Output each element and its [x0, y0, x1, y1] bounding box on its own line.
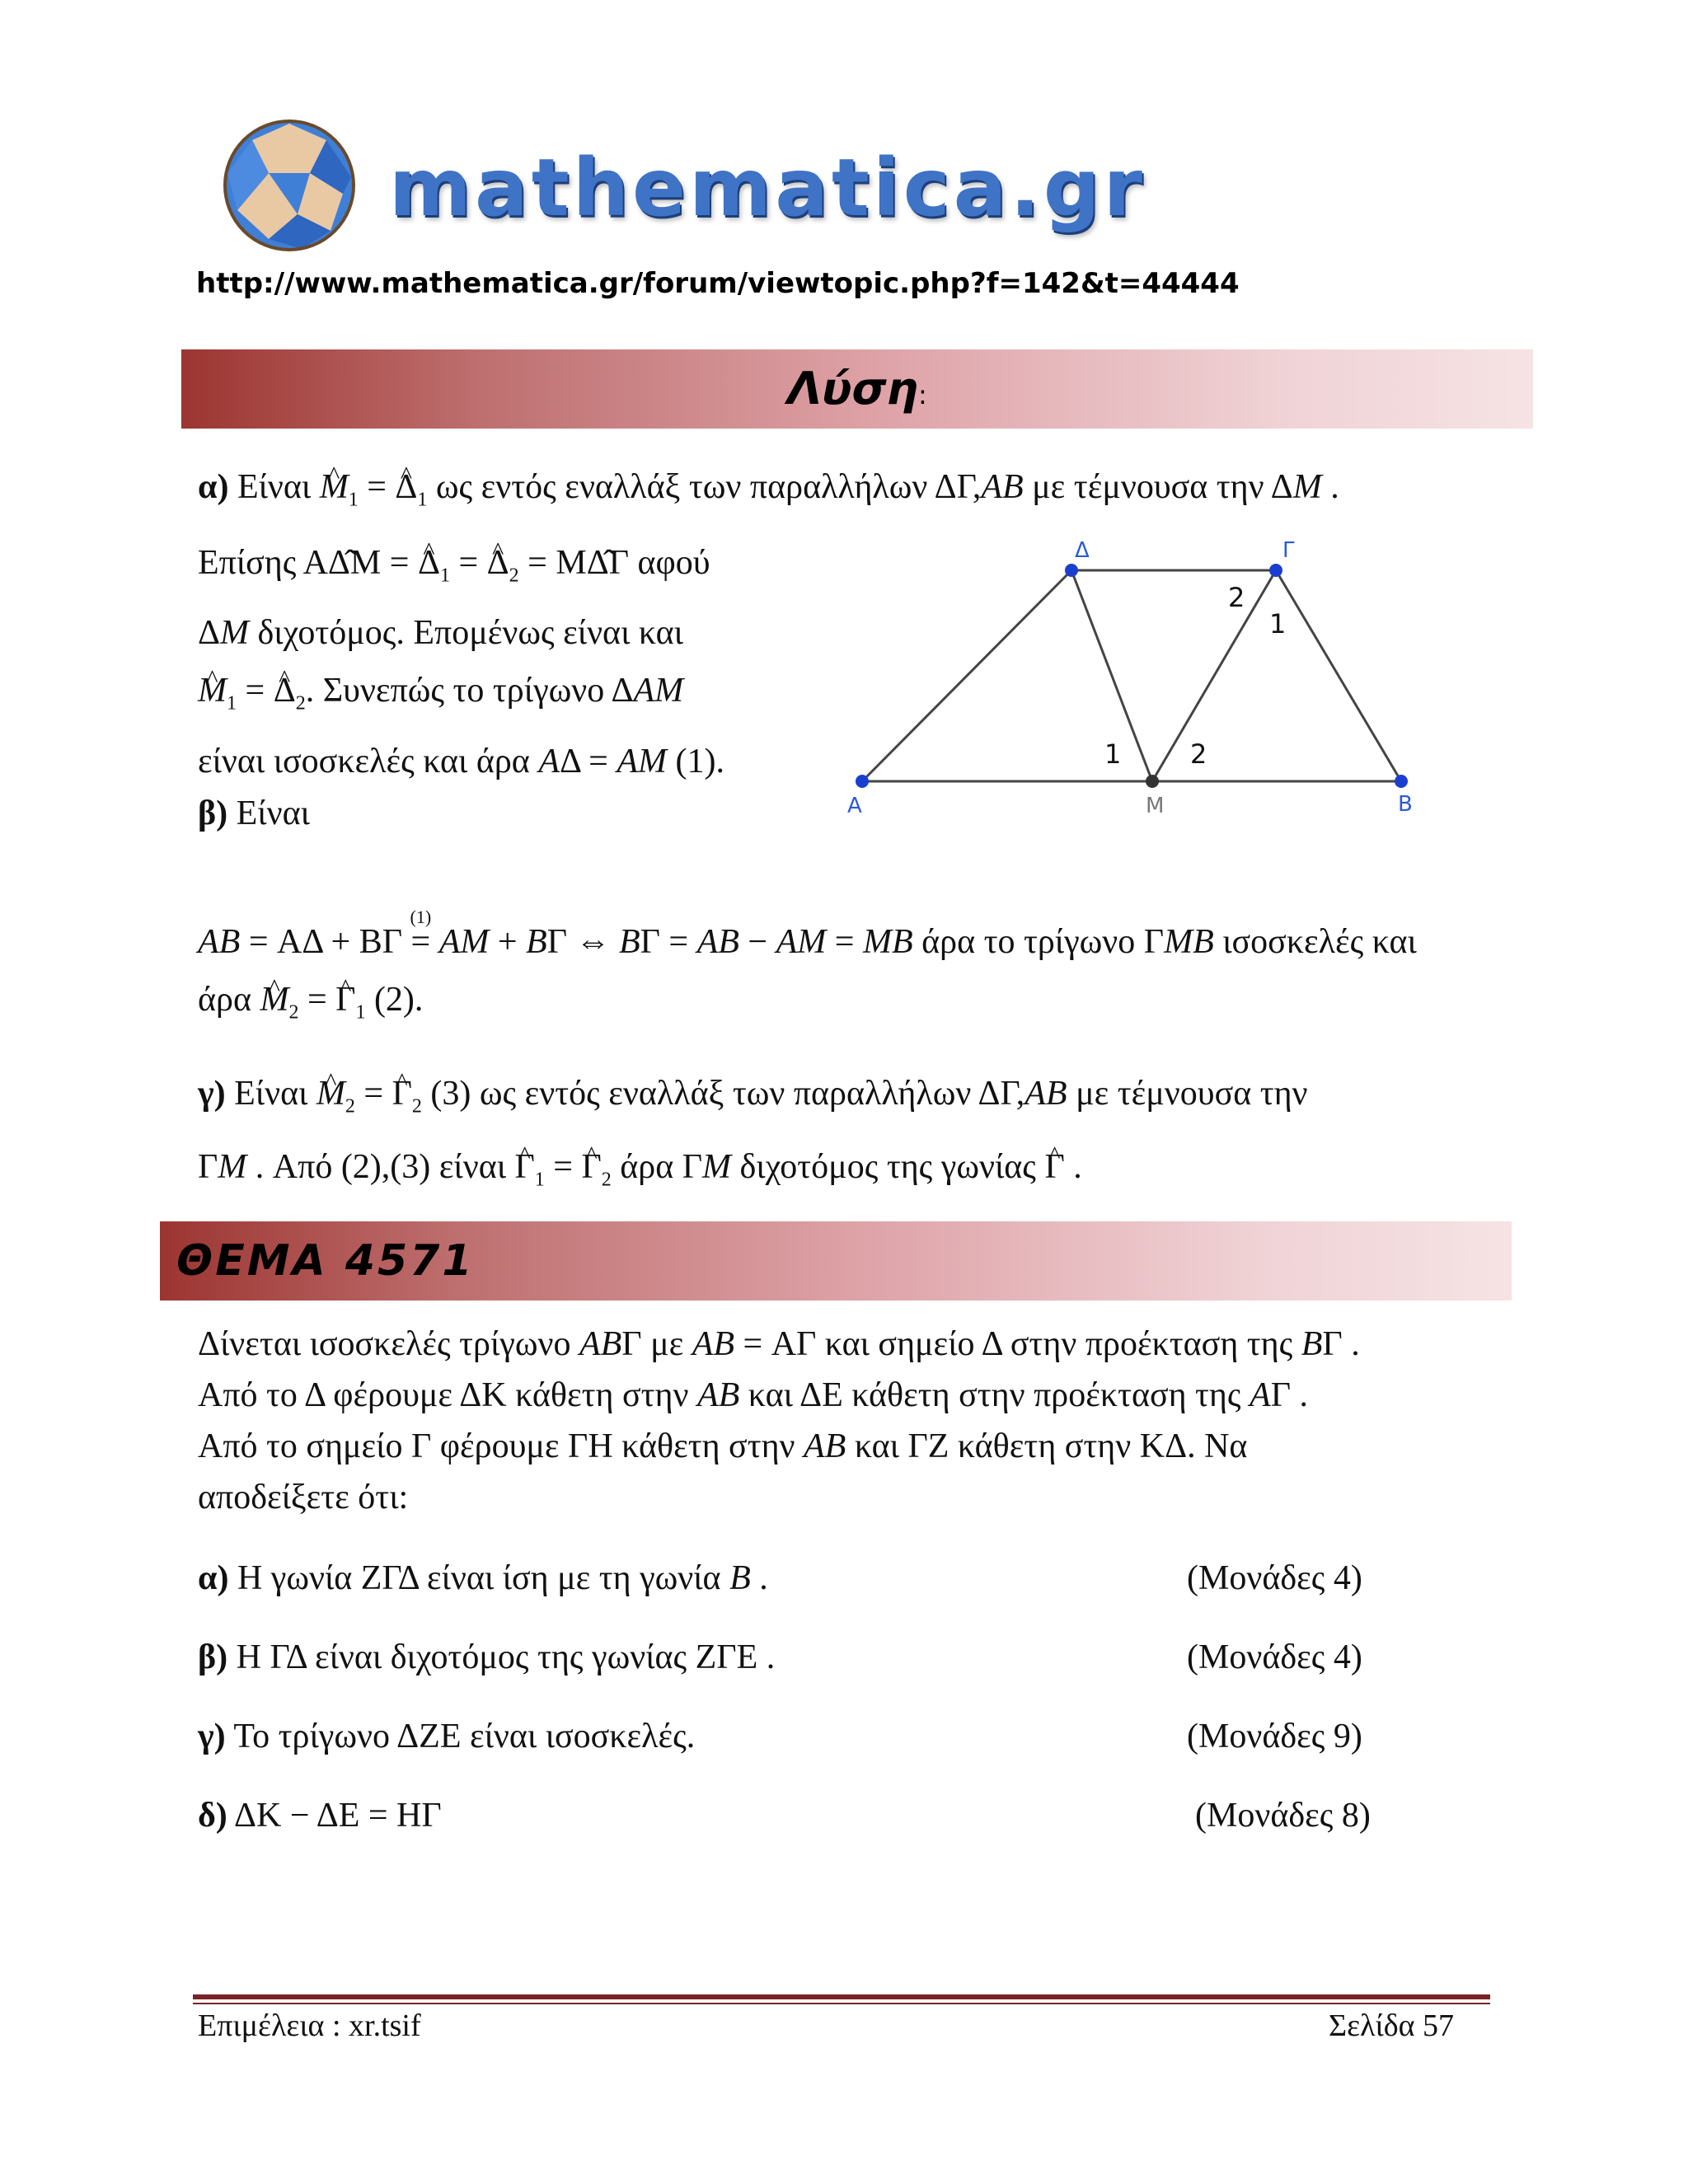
vertex-a [856, 775, 869, 788]
label-a: Α [847, 794, 862, 816]
solution-part-b: AB = ΑΔ + ΒΓ = (1) AM + BΓ ⇔ BΓ = AB − AM = MB άρα το τρίγωνο ΓMB ισοσκελές και άρα ^ $M_2$ = ^ $\Gamma_1$ (2). [198, 913, 1533, 1041]
trapezoid-figure [824, 536, 1418, 816]
logo [216, 112, 1146, 260]
vertex-m [1146, 775, 1159, 788]
angle-mark-g1: 1 [1269, 608, 1287, 640]
solution-title: Λύση: [787, 363, 927, 415]
footer-page-number: Σελίδα 57 [1329, 2008, 1455, 2043]
angle-mark-m1: 1 [1104, 738, 1122, 770]
item-b: β) Η ΓΔ είναι διχοτόμος της γωνίας ΖΓΕ . [198, 1638, 776, 1676]
label-m: Μ [1146, 794, 1165, 816]
polyhedron-logo-icon [219, 115, 359, 255]
item-d-score: (Μονάδες 8) [1195, 1797, 1371, 1835]
angle-mark-g2: 2 [1228, 582, 1245, 613]
vertex-d [1065, 564, 1078, 577]
theme-banner [160, 1221, 1512, 1301]
problem-statement: Δίνεται ισοσκελές τρίγωνο ABΓ με AB = ΑΓ και σημείο Δ στην προέκταση της BΓ . Από το Δ φέρουμε ΔΚ κάθετη στην AB και ΔΕ κάθετη στην προέκταση της AΓ . Από το σημείο Γ φέρουμε ΓΗ κάθετη στην AB και ΓΖ κάθετη στην ΚΔ. Να αποδείξετε ότι: [198, 1325, 1360, 1516]
footer-rule-thin [193, 2003, 1490, 2004]
item-a-score: (Μονάδες 4) [1187, 1559, 1362, 1597]
vertex-b [1395, 775, 1408, 788]
label-g: Γ [1282, 538, 1295, 563]
theme-title: ΘΕΜΑ 4571 [176, 1236, 475, 1286]
solution-banner [181, 349, 1533, 429]
item-a: α) Η γωνία ΖΓΔ είναι ίση με τη γωνία B . [198, 1559, 768, 1597]
item-c-score: (Μονάδες 9) [1187, 1718, 1362, 1755]
item-d: δ) ΔΚ − ΔΕ = ΗΓ [198, 1797, 442, 1835]
angle-mark-m2: 2 [1190, 738, 1207, 770]
label-b: Β [1398, 792, 1413, 816]
item-c: γ) Το τρίγωνο ΔΖΕ είναι ισοσκελές. [198, 1718, 696, 1755]
label-d: Δ [1075, 538, 1090, 563]
footer-left: Επιμέλεια : xr.tsif [198, 2008, 421, 2043]
footer-rule-thick [193, 1994, 1490, 1999]
solution-part-c: γ) Είναι ^ $M_2$ = ^ $\Gamma_2$ (3) ως εντός εναλλάξ των παραλλήλων ΔΓ,AB με τέμνουσα την ΓM . Από (2),(3) είναι ^ $\Gamma_1$ = ^ $\Gamma_2$ άρα ΓM διχοτόμος της γωνίας ^ Γ . [198, 1063, 1533, 1211]
vertex-g [1269, 564, 1282, 577]
solution-part-a-cont: Επίσης ΑΔ̂Μ = ^ $\Delta_1$ = ^ $\Delta_2$ = ΜΔ̂Γ αφού ΔM διχοτόμος. Επομένως είναι και ^ $M_1$ = ^ $\Delta_2$. Συνεπώς το τρίγωνο ΔAM είναι ισοσκελές και άρα AΔ = AM (1). [198, 534, 841, 790]
source-url[interactable]: http://www.mathematica.gr/forum/viewtopic.php?f=142&t=44444 [196, 267, 1240, 300]
solution-part-a: α) Είναι ^ $M_1$ = ^ $\Delta_1$ ως εντός εναλλάξ των παραλλήλων ΔΓ,AB με τέμνουσα την ΔM . [198, 458, 1533, 528]
solution-part-b-label: β) Είναι [198, 794, 310, 832]
item-b-score: (Μονάδες 4) [1187, 1638, 1362, 1676]
logo-wordmark: mathematica.gr [389, 142, 1146, 234]
